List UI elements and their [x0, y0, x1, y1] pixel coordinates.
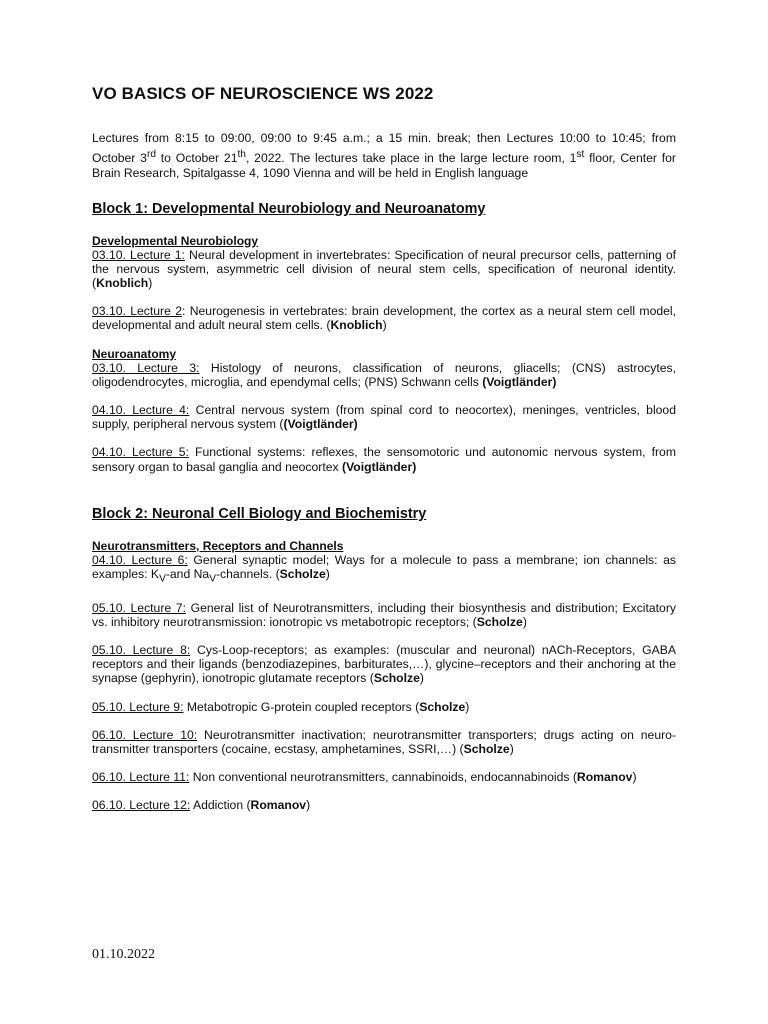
lecture-tail: ) [509, 742, 514, 757]
lecture-tail: ) [632, 770, 637, 785]
lecture-ref: 05.10. Lecture 7: [92, 600, 186, 615]
lecture-item [92, 700, 676, 714]
lecture-item [92, 361, 676, 389]
lecture-text: Central nervous system (from spinal cord to neocortex), meninges, ventricles, blood supply, peripheral nervous system ( [92, 402, 676, 432]
lecture-text: -and Na [165, 567, 210, 581]
lecture-item [92, 643, 676, 686]
lecturer-name: Scholze [279, 567, 326, 581]
lecturer-name: Romanov [250, 798, 307, 813]
block-2-heading: Block 2: Neuronal Cell Biology and Biochemistry [92, 505, 427, 522]
lecture-tail: ) [465, 699, 470, 714]
lecture-ref: 04.10. Lecture 6: [92, 552, 188, 567]
lecturer-name: Scholze [476, 614, 523, 629]
intro-sup-3: st [576, 148, 585, 160]
section-heading-neurotransmitters: Neurotransmitters, Receptors and Channels [92, 538, 344, 553]
lecture-tail: ) [148, 275, 153, 290]
lecturer-name: (Voigtländer) [342, 459, 417, 474]
lecturer-name: Romanov [576, 770, 633, 785]
lecture-ref: 05.10. Lecture 9: [92, 699, 184, 714]
intro-paragraph [92, 131, 676, 182]
lecture-ref: 03.10. Lecture 3: [92, 360, 200, 375]
lecture-ref: 06.10. Lecture 11: [92, 770, 190, 785]
lecture-ref: 04.10. Lecture 4: [92, 402, 190, 417]
lecture-ref: 04.10. Lecture 5: [92, 445, 189, 460]
page-title: VO BASICS OF NEUROSCIENCE WS 2022 [92, 84, 434, 103]
lecture-text: Non conventional neurotransmitters, cannabinoids, endocannabinoids ( [189, 770, 577, 785]
lecture-ref: 05.10. Lecture 8: [92, 643, 191, 658]
intro-text-1: Lectures from 8:15 to 09:00, 09:00 to 9:45 a.m.; a 15 min. break; then Lectures 10:00 to 10:45; from October 3 [92, 131, 676, 165]
lecturer-name: Scholze [419, 699, 466, 714]
lecturer-name: Knoblich [330, 318, 383, 333]
lecture-item [92, 728, 676, 756]
lecture-text: -channels. ( [215, 567, 280, 581]
lecture-item [92, 304, 676, 332]
lecture-text: : Neurogenesis in vertebrates: brain development, the cortex as a neural stem cell model, developmental and adult neural stem cells. ( [92, 304, 677, 333]
lecture-item [92, 770, 676, 784]
intro-sup-1: rd [146, 148, 156, 160]
lecture-text: Addiction ( [190, 798, 251, 813]
intro-text-4: floor, Center for Brain Research, Spitalgasse 4, 1090 Vienna and will be held in English language [92, 150, 676, 181]
section-heading-developmental: Developmental Neurobiology [92, 233, 259, 248]
lecturer-name: Knoblich [96, 275, 149, 290]
lecture-text: Histology of neurons, classification of neurons, gliacells; (CNS) astrocytes, oligodendrocytes, microglia, and ependymal cells; (PNS) Schwann cells [92, 360, 676, 389]
lecture-item [92, 248, 676, 291]
lecture-item [92, 601, 676, 629]
lecturer-name: Scholze [463, 742, 510, 757]
lecture-text: General synaptic model; Ways for a molecule to pass a membrane; ion channels: as examples: K [92, 552, 676, 581]
subscript-v: V [159, 573, 166, 585]
lecture-tail: ) [522, 614, 527, 629]
lecture-text: Metabotropic G-protein coupled receptors ( [183, 699, 420, 714]
lecture-item [92, 403, 676, 431]
lecture-tail: ) [382, 318, 387, 333]
lecture-item [92, 445, 676, 473]
lecture-ref: 03.10. Lecture 2 [92, 304, 182, 319]
lecture-text: Cys-Loop-receptors; as examples: (muscular and neuronal) nACh-Receptors, GABA receptors and their ligands (benzodiazepines, barbiturates,…), glycine–receptors and their anchoring at the synapse (gephyrin), ionotropic glutamate receptors ( [92, 643, 676, 686]
lecture-ref: 06.10. Lecture 12: [92, 798, 191, 813]
lecturer-name: Scholze [373, 671, 420, 686]
subscript-v: V [209, 573, 216, 585]
lecture-text: Neurotransmitter inactivation; neurotransmitter transporters; drugs acting on neuro-transmitter transporters (cocaine, ecstasy, amphetamines, SSRI,…) ( [92, 727, 676, 757]
intro-text-3: , 2022. The lectures take place in the large lecture room, 1 [245, 150, 577, 165]
intro-text-2: to October 21 [155, 150, 238, 165]
lecture-text: General list of Neurotransmitters, including their biosynthesis and distribution; Excitatory vs. inhibitory neurotransmission: ionotropic vs metabotropic receptors; ( [92, 600, 676, 629]
lecture-text: Functional systems: reflexes, the sensomotoric und autonomic nervous system, from sensory organ to basal ganglia and neocortex [92, 445, 676, 474]
section-heading-neuroanatomy: Neuroanatomy [92, 346, 177, 361]
lecture-item [92, 798, 676, 812]
lecture-text: Neural development in invertebrates: Specification of neural precursor cells, patterning of the nervous system, asymmetric cell division of neural stem cells, specification of neuronal identity. ( [92, 247, 676, 290]
lecture-ref: 03.10. Lecture 1: [92, 247, 185, 262]
lecture-tail: ) [325, 567, 330, 581]
lecturer-name: (Voigtländer) [283, 417, 358, 432]
document-page [92, 84, 676, 827]
lecture-tail: ) [306, 798, 311, 813]
footer-date: 01.10.2022 [92, 947, 155, 962]
intro-sup-2: th [237, 148, 246, 160]
lecture-item [92, 553, 676, 587]
lecture-tail: ) [419, 671, 424, 686]
lecture-ref: 06.10. Lecture 10: [92, 727, 198, 742]
lecturer-name: (Voigtländer) [482, 374, 557, 389]
block-1-heading: Block 1: Developmental Neurobiology and Neuroanatomy [92, 200, 486, 217]
